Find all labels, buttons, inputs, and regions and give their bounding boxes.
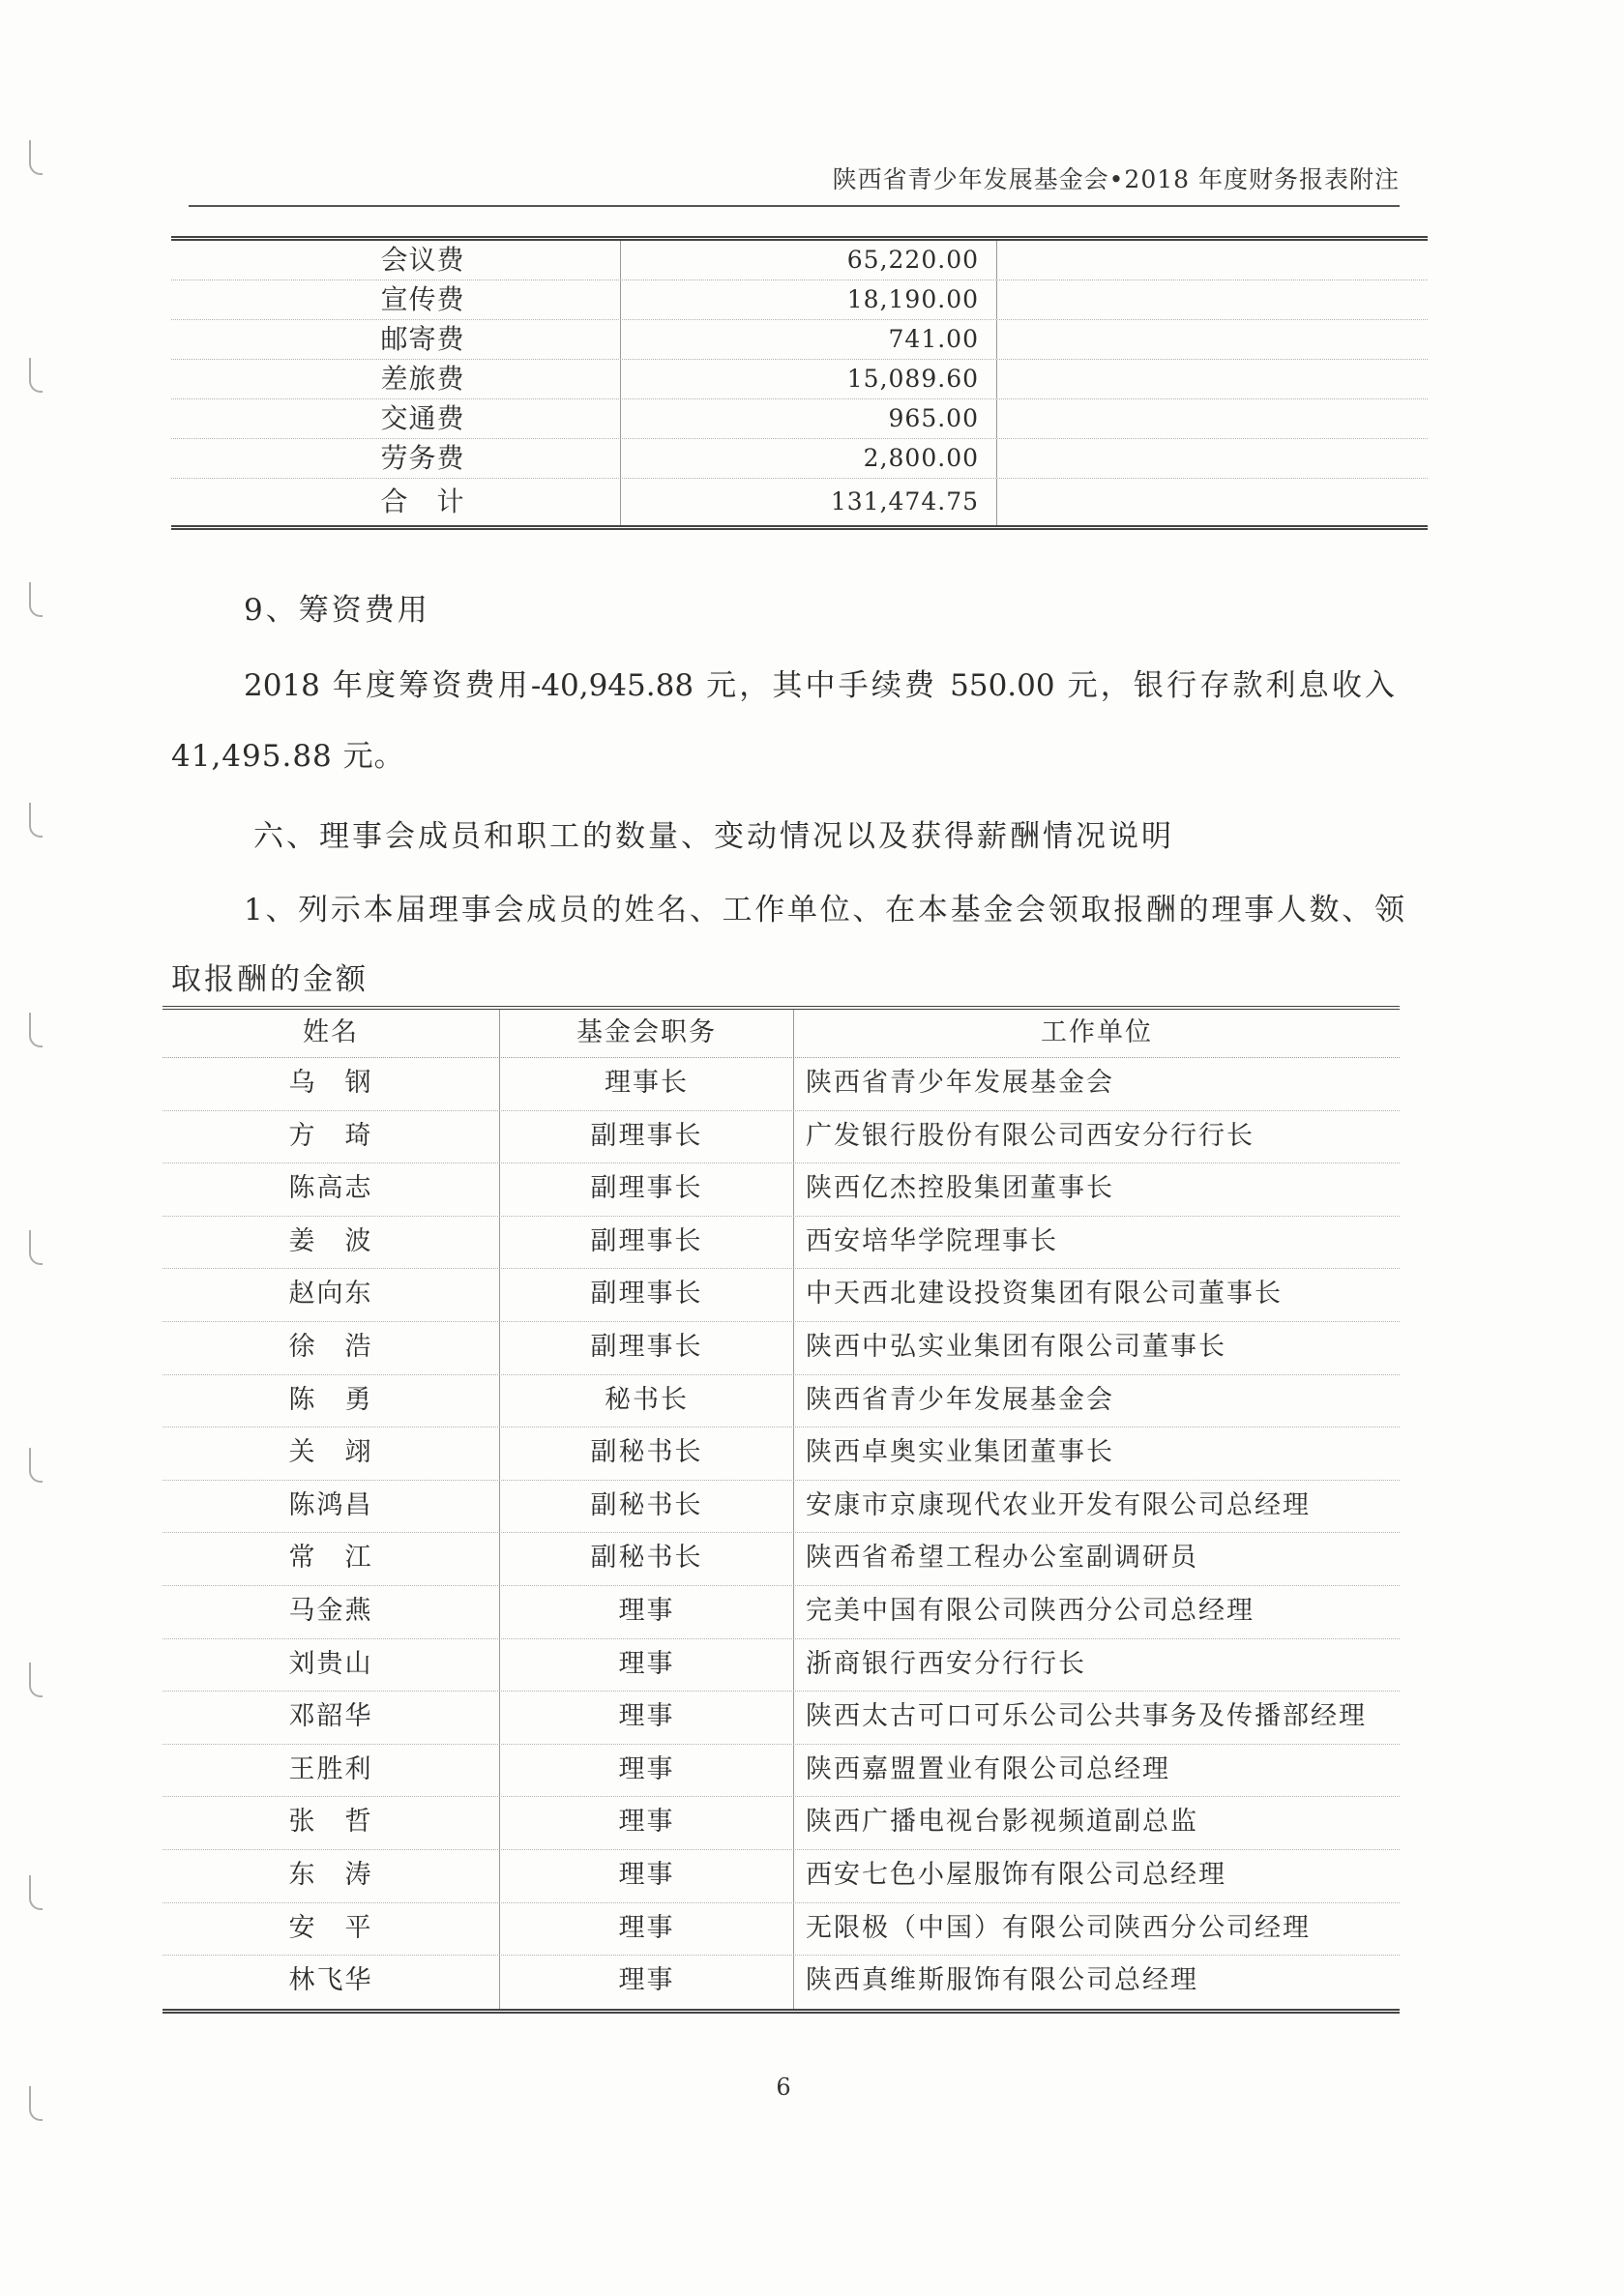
expense-row bbox=[171, 241, 1428, 280]
expense-item-cell: 交通费 bbox=[171, 399, 621, 438]
expense-item-cell: 差旅费 bbox=[171, 360, 621, 398]
member-name-cell: 姜 波 bbox=[162, 1217, 500, 1269]
board-member-row bbox=[162, 1586, 1400, 1639]
board-member-row bbox=[162, 1481, 1400, 1534]
member-employer-cell: 陕西广播电视台影视频道副总监 bbox=[806, 1807, 1198, 1838]
member-name-cell: 关 翊 bbox=[162, 1428, 500, 1480]
member-employer-cell: 陕西省青少年发展基金会 bbox=[806, 1384, 1114, 1415]
expense-item-cell: 会议费 bbox=[171, 241, 621, 280]
member-position-cell: 副理事长 bbox=[500, 1111, 794, 1163]
member-name-cell: 常 江 bbox=[162, 1533, 500, 1585]
expense-item-cell: 邮寄费 bbox=[171, 320, 621, 359]
member-name-cell: 马金燕 bbox=[162, 1586, 500, 1638]
board-member-row bbox=[162, 1797, 1400, 1850]
binding-mark bbox=[29, 803, 43, 838]
binding-mark bbox=[29, 140, 43, 175]
expense-total-row bbox=[171, 479, 1428, 525]
board-table-body bbox=[162, 1058, 1400, 2009]
board-member-row bbox=[162, 1428, 1400, 1481]
member-position-cell: 理事 bbox=[500, 1745, 794, 1797]
member-position-cell: 理事 bbox=[500, 1639, 794, 1692]
board-member-row bbox=[162, 1058, 1400, 1111]
member-employer-cell: 广发银行股份有限公司西安分行行长 bbox=[806, 1120, 1255, 1151]
expense-table bbox=[171, 236, 1428, 530]
binding-mark bbox=[29, 582, 43, 617]
member-employer-cell: 陕西中弘实业集团有限公司董事长 bbox=[806, 1331, 1226, 1362]
member-name-cell: 方 琦 bbox=[162, 1111, 500, 1163]
running-header-title: 陕西省青少年发展基金会•2018 年度财务报表附注 bbox=[832, 165, 1400, 193]
member-name-cell: 王胜利 bbox=[162, 1745, 500, 1797]
board-member-row bbox=[162, 1639, 1400, 1693]
member-name-cell: 赵向东 bbox=[162, 1269, 500, 1321]
member-position-cell: 副秘书长 bbox=[500, 1533, 794, 1585]
member-position-cell: 理事 bbox=[500, 1956, 794, 2009]
member-position-cell: 秘书长 bbox=[500, 1375, 794, 1428]
binding-mark bbox=[29, 358, 43, 393]
section-9-paragraph-line: 2018 年度筹资费用-40,945.88 元，其中手续费 550.00 元，银行存款利息收入 bbox=[244, 668, 1395, 703]
member-position-cell: 副理事长 bbox=[500, 1322, 794, 1374]
section-6-item-1-line: 取报酬的金额 bbox=[171, 962, 369, 997]
page-number: 6 bbox=[776, 2074, 791, 2101]
expense-total-label: 合 计 bbox=[171, 479, 621, 525]
expense-row bbox=[171, 280, 1428, 320]
member-employer-cell: 陕西太古可口可乐公司公共事务及传播部经理 bbox=[806, 1701, 1367, 1732]
section-6-heading: 六、理事会成员和职工的数量、变动情况以及获得薪酬情况说明 bbox=[253, 819, 1174, 854]
expense-note-cell bbox=[997, 399, 1428, 438]
member-name-cell: 陈鸿昌 bbox=[162, 1481, 500, 1533]
binding-mark bbox=[29, 1013, 43, 1047]
member-employer-cell: 陕西真维斯服饰有限公司总经理 bbox=[806, 1965, 1198, 1996]
expense-amount-cell: 65,220.00 bbox=[621, 241, 997, 280]
member-name-cell: 乌 钢 bbox=[162, 1058, 500, 1110]
member-name-cell: 徐 浩 bbox=[162, 1322, 500, 1374]
member-name-cell: 邓韶华 bbox=[162, 1692, 500, 1744]
member-employer-cell: 西安培华学院理事长 bbox=[806, 1225, 1058, 1256]
member-employer-cell: 浙商银行西安分行行长 bbox=[806, 1648, 1086, 1679]
section-9-heading: 9、筹资费用 bbox=[244, 593, 430, 628]
member-position-cell: 理事 bbox=[500, 1586, 794, 1638]
board-member-row bbox=[162, 1533, 1400, 1586]
member-name-cell: 陈高志 bbox=[162, 1163, 500, 1216]
member-employer-cell: 中天西北建设投资集团有限公司董事长 bbox=[806, 1279, 1283, 1310]
member-employer-cell: 无限极（中国）有限公司陕西分公司经理 bbox=[806, 1912, 1311, 1943]
member-position-cell: 理事 bbox=[500, 1797, 794, 1849]
binding-mark bbox=[29, 2086, 43, 2121]
member-employer-cell: 陕西亿杰控股集团董事长 bbox=[806, 1173, 1114, 1204]
expense-row bbox=[171, 320, 1428, 360]
member-employer-cell: 陕西嘉盟置业有限公司总经理 bbox=[806, 1753, 1170, 1784]
board-member-row bbox=[162, 1111, 1400, 1164]
expense-note-cell bbox=[997, 439, 1428, 478]
section-6-item-1-line: 1、列示本届理事会成员的姓名、工作单位、在本基金会领取报酬的理事人数、领 bbox=[244, 893, 1404, 927]
expense-amount-cell: 2,800.00 bbox=[621, 439, 997, 478]
member-position-cell: 理事 bbox=[500, 1903, 794, 1956]
member-name-cell: 安 平 bbox=[162, 1903, 500, 1956]
binding-mark bbox=[29, 1663, 43, 1697]
member-name-cell: 林飞华 bbox=[162, 1956, 500, 2009]
expense-total-note-cell bbox=[997, 479, 1428, 525]
expense-row bbox=[171, 439, 1428, 479]
board-member-row bbox=[162, 1322, 1400, 1375]
expense-total-amount: 131,474.75 bbox=[621, 479, 997, 525]
board-table-header-row bbox=[162, 1010, 1400, 1058]
expense-row bbox=[171, 399, 1428, 439]
expense-note-cell bbox=[997, 320, 1428, 359]
section-9-paragraph-line: 41,495.88 元。 bbox=[171, 739, 405, 774]
expense-amount-cell: 741.00 bbox=[621, 320, 997, 359]
member-employer-cell: 完美中国有限公司陕西分公司总经理 bbox=[806, 1595, 1255, 1626]
member-name-cell: 张 哲 bbox=[162, 1797, 500, 1849]
member-employer-cell: 陕西省青少年发展基金会 bbox=[806, 1068, 1114, 1098]
column-header-name: 姓名 bbox=[162, 1010, 500, 1057]
board-member-row bbox=[162, 1269, 1400, 1322]
board-member-row bbox=[162, 1850, 1400, 1903]
member-position-cell: 理事 bbox=[500, 1692, 794, 1744]
expense-note-cell bbox=[997, 241, 1428, 280]
board-member-row bbox=[162, 1375, 1400, 1428]
expense-item-cell: 劳务费 bbox=[171, 439, 621, 478]
member-employer-cell: 安康市京康现代农业开发有限公司总经理 bbox=[806, 1489, 1311, 1520]
board-member-row bbox=[162, 1692, 1400, 1745]
binding-mark bbox=[29, 1875, 43, 1910]
expense-amount-cell: 18,190.00 bbox=[621, 280, 997, 319]
member-position-cell: 副理事长 bbox=[500, 1163, 794, 1216]
member-name-cell: 东 涛 bbox=[162, 1850, 500, 1902]
board-member-row bbox=[162, 1956, 1400, 2009]
expense-table-body bbox=[171, 241, 1428, 479]
board-member-row bbox=[162, 1903, 1400, 1957]
board-member-row bbox=[162, 1163, 1400, 1217]
board-member-row bbox=[162, 1745, 1400, 1798]
expense-amount-cell: 965.00 bbox=[621, 399, 997, 438]
column-header-employer: 工作单位 bbox=[1041, 1017, 1153, 1047]
member-position-cell: 理事 bbox=[500, 1850, 794, 1902]
member-position-cell: 副秘书长 bbox=[500, 1428, 794, 1480]
expense-amount-cell: 15,089.60 bbox=[621, 360, 997, 398]
member-name-cell: 刘贵山 bbox=[162, 1639, 500, 1692]
header-rule bbox=[189, 205, 1400, 207]
member-employer-cell: 西安七色小屋服饰有限公司总经理 bbox=[806, 1859, 1226, 1890]
expense-note-cell bbox=[997, 280, 1428, 319]
member-position-cell: 理事长 bbox=[500, 1058, 794, 1110]
member-employer-cell: 陕西省希望工程办公室副调研员 bbox=[806, 1543, 1198, 1574]
member-position-cell: 副理事长 bbox=[500, 1269, 794, 1321]
column-header-position: 基金会职务 bbox=[500, 1010, 794, 1057]
expense-row bbox=[171, 360, 1428, 399]
board-member-row bbox=[162, 1217, 1400, 1270]
binding-mark bbox=[29, 1230, 43, 1265]
member-name-cell: 陈 勇 bbox=[162, 1375, 500, 1428]
member-position-cell: 副理事长 bbox=[500, 1217, 794, 1269]
member-position-cell: 副秘书长 bbox=[500, 1481, 794, 1533]
member-employer-cell: 陕西卓奥实业集团董事长 bbox=[806, 1437, 1114, 1468]
expense-note-cell bbox=[997, 360, 1428, 398]
binding-mark bbox=[29, 1448, 43, 1483]
expense-item-cell: 宣传费 bbox=[171, 280, 621, 319]
board-members-table bbox=[162, 1006, 1400, 2014]
